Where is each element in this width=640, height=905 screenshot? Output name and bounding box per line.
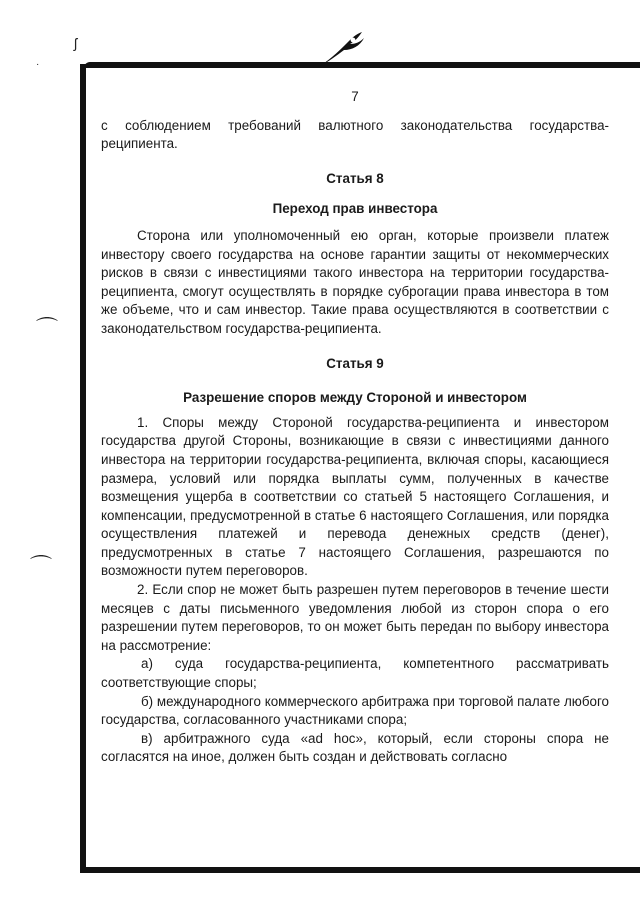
scan-mark-3: ⌒	[36, 316, 59, 341]
scan-mark-4: ⌒	[30, 554, 53, 579]
article-9-title: Разрешение споров между Стороной и инвестором	[183, 390, 527, 406]
article-8-number: Статья 8	[326, 170, 384, 186]
page-number: 7	[351, 89, 359, 104]
article-9-paragraph-2: 2. Если спор не может быть разрешен путем переговоров в течение шести месяцев с даты письменного уведомления любой из сторон спора о его разрешении путем переговоров, то он может быть передан по выбору инвестора на рассмотрение:	[101, 582, 609, 653]
scan-frame-bottom	[80, 867, 640, 873]
article-8-paragraph: Сторона или уполномоченный ею орган, которые произвели платеж инвестору своего государства на основе гарантии защиты от некоммерческих рисков в связи с инвестициями такого инвестора на территории государства-реципиента, смогут осуществлять в порядке суброгации права инвестора в том же объеме, что и сам инвестор. Такие права осуществляются в соответствии с законодательством государства-реципиента.	[101, 227, 609, 336]
article-9-item-a: а) суда государства-реципиента, компетентного рассматривать соответствующие споры;	[101, 656, 609, 691]
article-8-title: Переход прав инвестора	[272, 201, 438, 217]
article-9-item-c: в) арбитражного суда «ad hoc», который, если стороны спора не согласятся на иное, должен быть создан и действовать согласно	[101, 730, 609, 765]
scan-mark-1: ʃ	[74, 35, 78, 51]
scan-mark-2: ·	[36, 59, 40, 70]
article-9-number: Статья 9	[326, 355, 384, 371]
article-9-item-b: б) международного коммерческого арбитража при торговой палате любого государства, согласованного участниками спора;	[101, 693, 609, 728]
scan-frame-left	[80, 64, 86, 872]
intro-paragraph: с соблюдением требований валютного законодательства государства-реципиента.	[101, 117, 609, 152]
pen-mark-icon	[318, 28, 366, 68]
document-body	[101, 88, 609, 767]
article-9-paragraph-1: 1. Споры между Стороной государства-реципиента и инвестором государства другой Стороны, возникающие в связи с инвестициями данного инвестора на территории государства-реципиента, включая споры, касающиеся размера, условий или порядка выплаты сумм, полученных в качестве возмещения ущерба в соответствии со статьей 5 настоящего Соглашения, и компенсации, предусмотренной в статье 6 настоящего Соглашения, или порядка осуществления платежей и перевода денежных средств (денег), предусмотренных в статье 7 настоящего Соглашения, разрешаются по возможности путем переговоров.	[101, 414, 609, 579]
